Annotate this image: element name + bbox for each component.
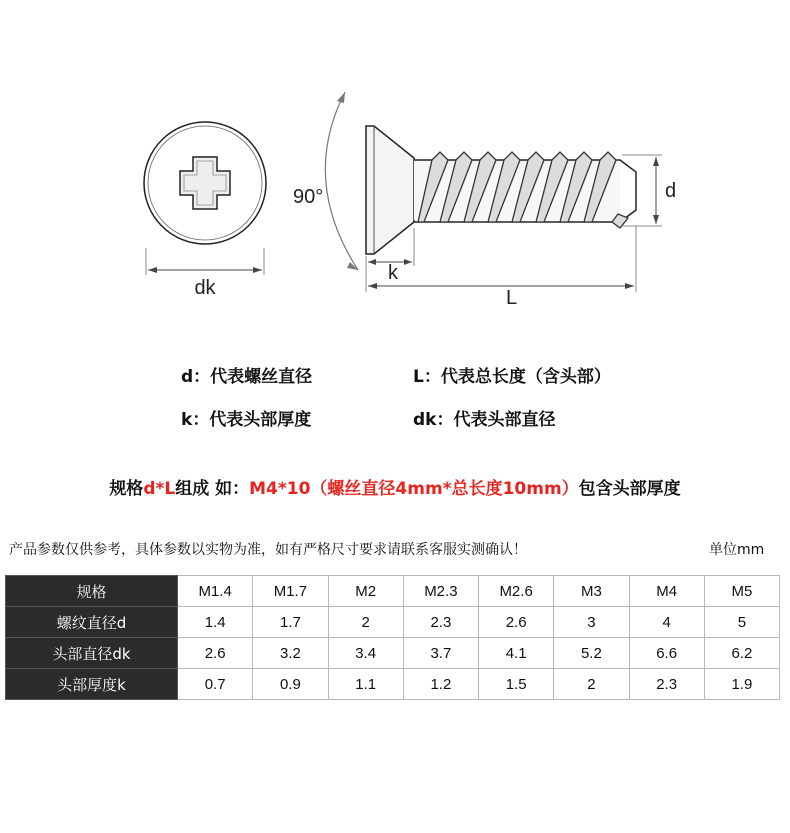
head-top-view	[144, 122, 266, 275]
table-cell: 1.2	[403, 669, 478, 700]
table-cell: 2	[328, 607, 403, 638]
screw-diagram	[0, 0, 790, 330]
spec-prefix: 规格	[109, 479, 144, 499]
table-cell: 4.1	[479, 638, 554, 669]
row-size	[6, 576, 780, 607]
legend-d	[181, 362, 312, 387]
table-cell: M2	[328, 576, 403, 607]
table-cell: 3.7	[403, 638, 478, 669]
table-cell: 6.2	[704, 638, 779, 669]
table-cell: 6.6	[629, 638, 704, 669]
spec-example: M4*10（螺丝直径4mm*总长度10mm）	[249, 479, 579, 499]
spec-mid: 组成 如：	[175, 479, 250, 499]
table-cell: M1.7	[253, 576, 328, 607]
table-cell: 2	[554, 669, 629, 700]
table-cell: 2.3	[629, 669, 704, 700]
table-cell: 3.2	[253, 638, 328, 669]
table-cell: 0.7	[178, 669, 253, 700]
disclaimer-note: 产品参数仅供参考，具体参数以实物为准，如有严格尺寸要求请联系客服实测确认！	[9, 542, 527, 558]
dk-dimension-label: dk	[194, 277, 216, 299]
d-dimension-label: d	[665, 180, 677, 202]
row-thread-diameter	[6, 607, 780, 638]
spec-table	[5, 575, 780, 700]
legend-d-text: ：代表螺丝直径	[193, 367, 313, 387]
spec-suffix: 包含头部厚度	[578, 479, 681, 499]
unit-label: 单位mm	[709, 542, 765, 558]
table-cell: 1.9	[704, 669, 779, 700]
row-head-thickness	[6, 669, 780, 700]
table-cell: M4	[629, 576, 704, 607]
legend-k-text: ：代表头部厚度	[192, 410, 312, 430]
L-dimension-label: L	[506, 287, 518, 309]
table-cell: 1.1	[328, 669, 403, 700]
spec-format-line	[0, 474, 790, 499]
table-cell: 1.7	[253, 607, 328, 638]
table-cell: M2.6	[479, 576, 554, 607]
k-dimension-label: k	[388, 262, 398, 284]
row-header: 螺纹直径d	[6, 607, 178, 638]
table-cell: M1.4	[178, 576, 253, 607]
row-header: 头部厚度k	[6, 669, 178, 700]
legend-dk-text: ：代表头部直径	[436, 410, 556, 430]
legend-dk-key: dk	[413, 410, 437, 430]
legend-dk	[413, 405, 555, 430]
legend-d-key: d	[181, 367, 194, 387]
angle-label: 90°	[293, 186, 324, 208]
table-cell: M2.3	[403, 576, 478, 607]
table-cell: 4	[629, 607, 704, 638]
phillips-cross-icon	[180, 157, 230, 209]
row-header: 规格	[6, 576, 178, 607]
table-cell: 2.3	[403, 607, 478, 638]
table-cell: M3	[554, 576, 629, 607]
legend-L-key: L	[413, 367, 424, 387]
table-cell: 5	[704, 607, 779, 638]
spec-formula: d*L	[143, 479, 176, 499]
table-cell: 3.4	[328, 638, 403, 669]
table-cell: 2.6	[178, 638, 253, 669]
screw-side-view	[325, 92, 662, 292]
table-cell: 2.6	[479, 607, 554, 638]
table-cell: 1.4	[178, 607, 253, 638]
table-cell: 3	[554, 607, 629, 638]
legend-L-text: ：代表总长度（含头部）	[423, 367, 611, 387]
legend-L	[413, 362, 611, 387]
table-cell: 5.2	[554, 638, 629, 669]
row-header: 头部直径dk	[6, 638, 178, 669]
legend-k-key: k	[181, 410, 193, 430]
table-cell: M5	[704, 576, 779, 607]
row-head-diameter	[6, 638, 780, 669]
table-cell: 0.9	[253, 669, 328, 700]
legend-k	[181, 405, 311, 430]
table-cell: 1.5	[479, 669, 554, 700]
